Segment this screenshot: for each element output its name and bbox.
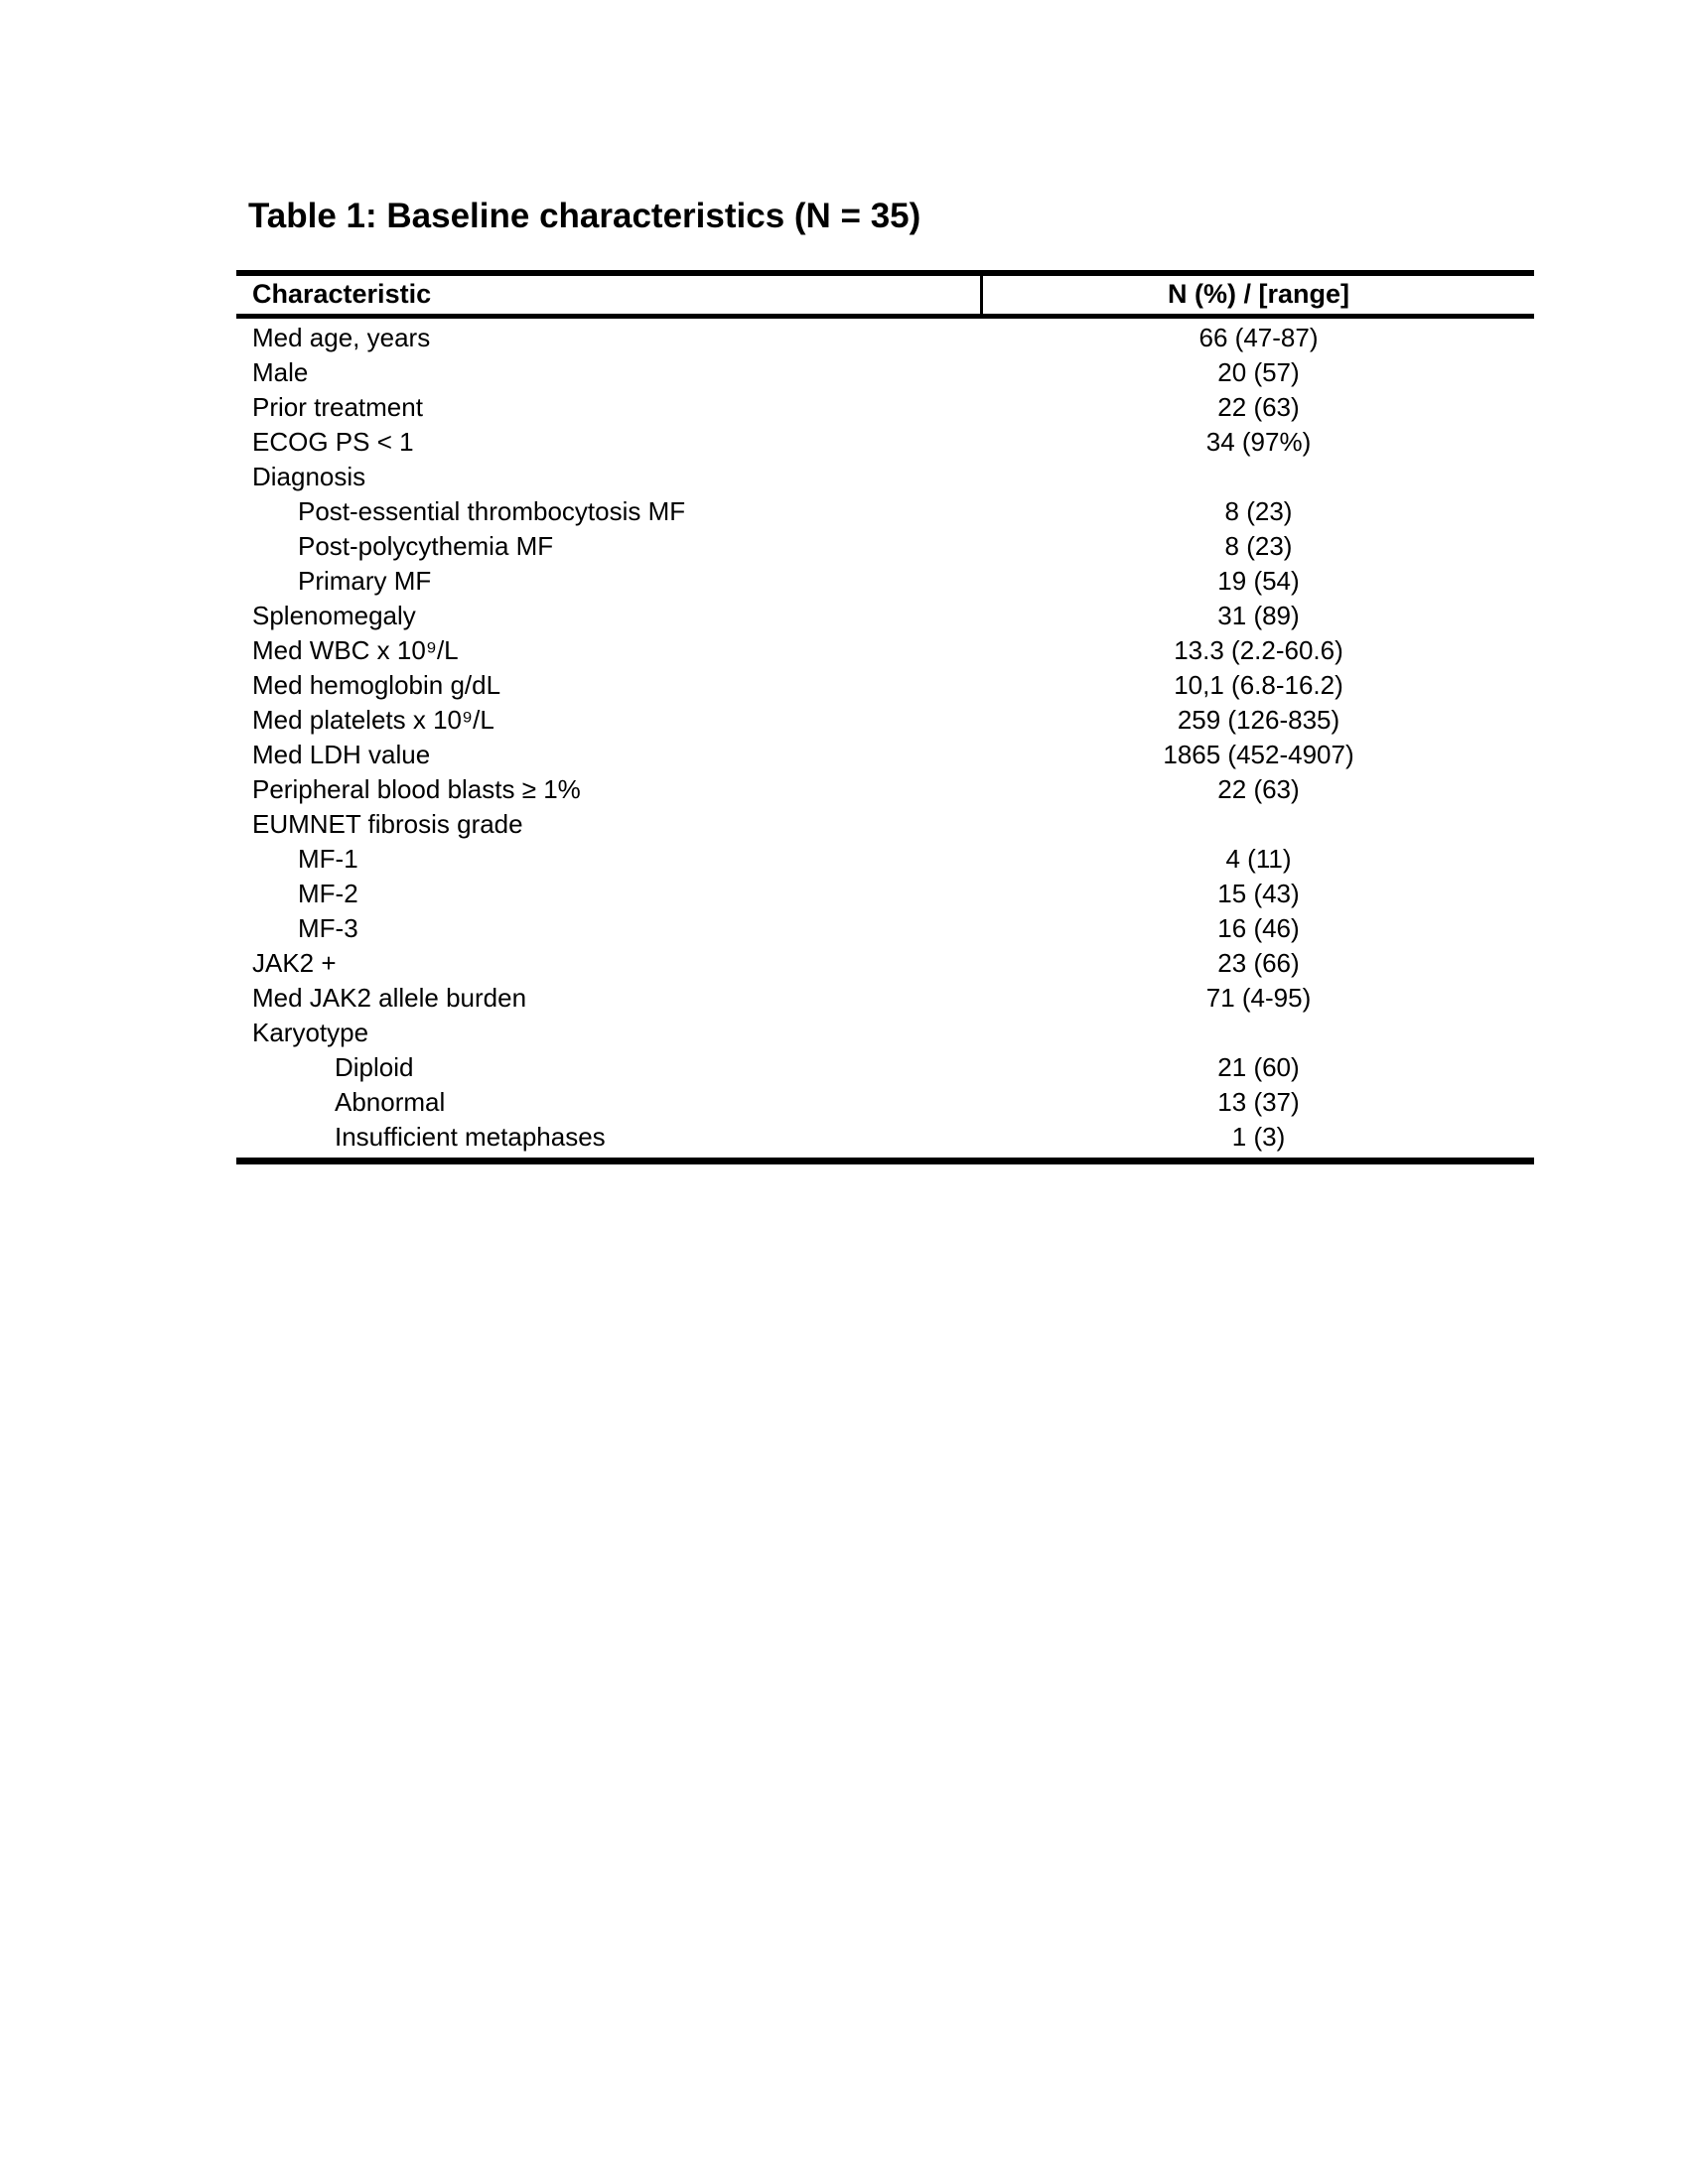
row-value: 20 (57) <box>1217 357 1300 387</box>
table-row <box>236 529 1534 564</box>
row-value: 10,1 (6.8-16.2) <box>1174 670 1343 700</box>
table-row <box>236 1085 1534 1120</box>
row-label: Post-polycythemia MF <box>298 531 554 561</box>
row-label: MF-2 <box>298 879 358 908</box>
row-value: 16 (46) <box>1217 913 1300 943</box>
table-header-row <box>236 276 1534 319</box>
row-value: 31 (89) <box>1217 601 1300 630</box>
row-value: 259 (126-835) <box>1177 705 1340 735</box>
table-row <box>236 772 1534 807</box>
table-row <box>236 1120 1534 1155</box>
row-label: MF-3 <box>298 913 358 943</box>
table-title: Table 1: Baseline characteristics (N = 35) <box>248 197 921 235</box>
row-value: 22 (63) <box>1217 774 1300 804</box>
table-row <box>236 1016 1534 1050</box>
baseline-characteristics-table <box>236 270 1534 1164</box>
row-value: 4 (11) <box>1225 844 1292 874</box>
table-row <box>236 668 1534 703</box>
table-row <box>236 703 1534 738</box>
table-row <box>236 633 1534 668</box>
row-label: Med hemoglobin g/dL <box>252 670 501 700</box>
row-label: Diagnosis <box>252 462 366 491</box>
table-row <box>236 494 1534 529</box>
row-label: Med platelets x 10⁹/L <box>252 705 494 735</box>
row-value: 15 (43) <box>1217 879 1300 908</box>
row-label: Med age, years <box>252 323 431 352</box>
row-value: 8 (23) <box>1224 531 1293 561</box>
row-value: 8 (23) <box>1224 496 1293 526</box>
row-value: 1865 (452-4907) <box>1163 740 1354 769</box>
row-label: Prior treatment <box>252 392 423 422</box>
row-value: 21 (60) <box>1217 1052 1300 1082</box>
row-value: 13.3 (2.2-60.6) <box>1174 635 1343 665</box>
table-row <box>236 1050 1534 1085</box>
row-label: Med LDH value <box>252 740 431 769</box>
table-row <box>236 321 1534 355</box>
row-value: 22 (63) <box>1217 392 1300 422</box>
row-label: Peripheral blood blasts ≥ 1% <box>252 774 581 804</box>
row-label: Med WBC x 10⁹/L <box>252 635 459 665</box>
table-row <box>236 564 1534 599</box>
table-row <box>236 738 1534 772</box>
row-label: Karyotype <box>252 1018 369 1047</box>
row-label: Post-essential thrombocytosis MF <box>298 496 686 526</box>
row-label: Abnormal <box>335 1087 446 1117</box>
row-label: Med JAK2 allele burden <box>252 983 527 1013</box>
table-row <box>236 599 1534 633</box>
table-row <box>236 807 1534 842</box>
row-label: Male <box>252 357 309 387</box>
row-value <box>983 807 1534 842</box>
row-value <box>983 460 1534 494</box>
row-value: 19 (54) <box>1217 566 1300 596</box>
table-row <box>236 842 1534 877</box>
table-body <box>236 319 1534 1158</box>
row-label: Insufficient metaphases <box>335 1122 606 1152</box>
table-row <box>236 981 1534 1016</box>
table-row <box>236 355 1534 390</box>
row-label: EUMNET fibrosis grade <box>252 809 523 839</box>
row-value: 71 (4-95) <box>1205 983 1312 1013</box>
row-label: JAK2 + <box>252 948 337 978</box>
row-label: ECOG PS < 1 <box>252 427 414 457</box>
table-row <box>236 911 1534 946</box>
row-value: 23 (66) <box>1217 948 1300 978</box>
row-value: 1 (3) <box>1231 1122 1286 1152</box>
row-label: Splenomegaly <box>252 601 416 630</box>
table-row <box>236 946 1534 981</box>
row-value: 34 (97%) <box>1205 427 1312 457</box>
table-row <box>236 425 1534 460</box>
column-header-characteristic: Characteristic <box>236 276 983 314</box>
column-header-n-range: N (%) / [range] <box>1167 279 1349 309</box>
table-row <box>236 460 1534 494</box>
table-row <box>236 877 1534 911</box>
row-label: MF-1 <box>298 844 358 874</box>
row-value: 66 (47-87) <box>1198 323 1319 352</box>
table-row <box>236 390 1534 425</box>
row-value <box>983 1016 1534 1050</box>
row-value: 13 (37) <box>1217 1087 1300 1117</box>
row-label: Diploid <box>335 1052 414 1082</box>
row-label: Primary MF <box>298 566 432 596</box>
